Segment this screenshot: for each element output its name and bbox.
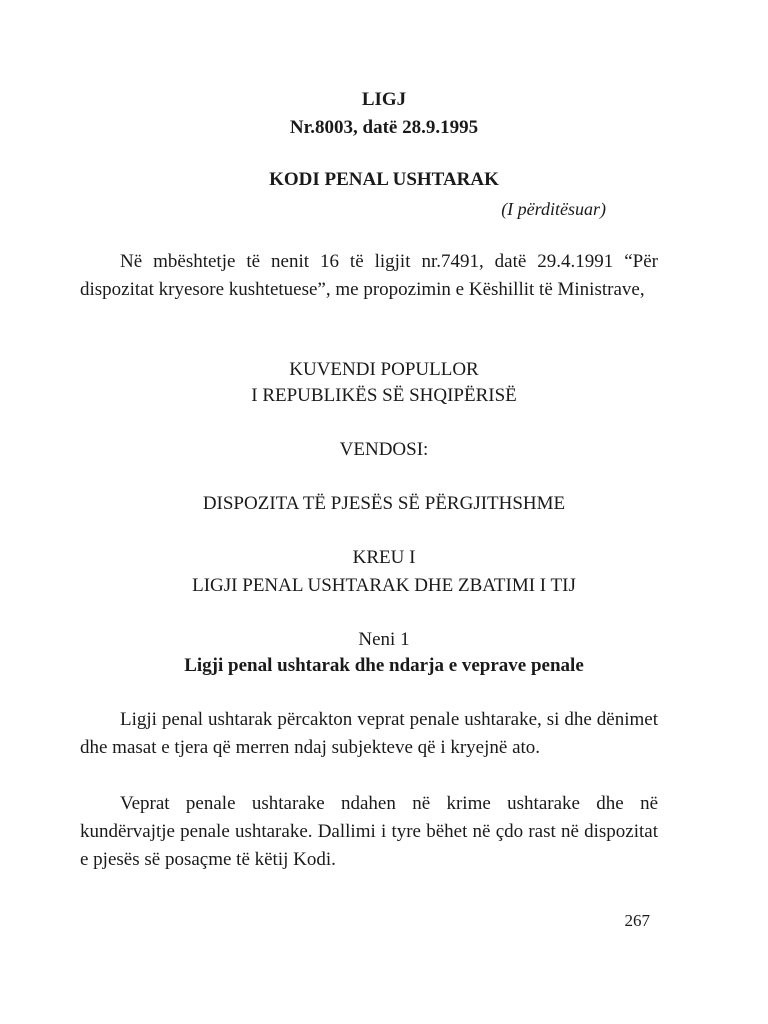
assembly-line-2: I REPUBLIKËS SË SHQIPËRISË (251, 385, 517, 406)
decides-heading: VENDOSI: (339, 439, 429, 460)
code-title: KODI PENAL USHTARAK (269, 169, 499, 190)
article-paragraph-1: Ligji penal ushtarak përcakton veprat penale ushtarake, si dhe dënimet dhe masat e tjera që merren ndaj subjekteve që i kryejnë ato. (80, 709, 658, 758)
assembly-line-1: KUVENDI POPULLOR (289, 359, 479, 380)
chapter-title: LIGJI PENAL USHTARAK DHE ZBATIMI I TIJ (192, 575, 576, 596)
law-number: Nr.8003, datë 28.9.1995 (289, 117, 479, 138)
preamble-paragraph: Në mbështetje të nenit 16 të ligjit nr.7491, datë 29.4.1991 “Për dispozitat kryesore kushtetuese”, me propozimin e Këshillit të Ministrave, (80, 251, 658, 300)
law-label: LIGJ (361, 89, 407, 110)
updated-note: (I përditësuar) (501, 199, 606, 219)
chapter-number: KREU I (352, 547, 416, 568)
article-number: Neni 1 (358, 629, 410, 650)
page-number: 267 (624, 911, 650, 930)
article-paragraph-2: Veprat penale ushtarake ndahen në krime ushtarake dhe në kundërvajtje penale ushtarake. Dallimi i tyre bëhet në çdo rast në dispozitat e pjesës së posaçme të këtij Kodi. (80, 793, 658, 870)
article-title: Ligji penal ushtarak dhe ndarja e veprave penale (184, 655, 584, 676)
general-part-heading: DISPOZITA TË PJESËS SË PËRGJITHSHME (202, 493, 566, 514)
